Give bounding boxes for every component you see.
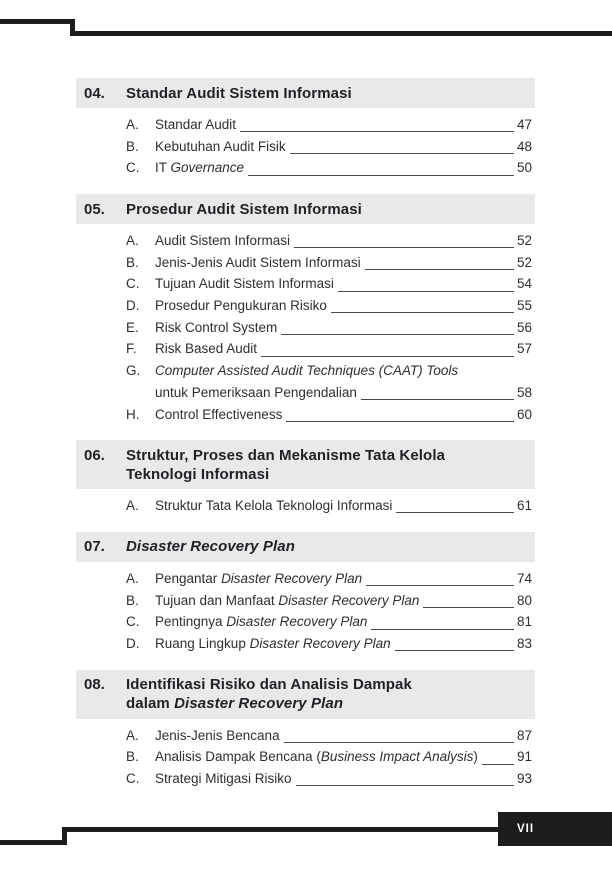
- entry-letter: B.: [126, 254, 139, 270]
- entry-page-number: 58: [516, 384, 532, 400]
- entry-page-number: 80: [516, 592, 532, 608]
- text-segment: Audit Sistem Informasi: [155, 233, 291, 249]
- entry-page-number: 83: [516, 635, 532, 651]
- text-segment: Struktur, Proses dan Mekanisme Tata Kelola: [126, 446, 446, 464]
- entry-text: [155, 114, 236, 136]
- section-entries: [126, 495, 532, 517]
- entry-text: [155, 338, 257, 360]
- italic-text-segment: Disaster Recovery Plan: [249, 635, 391, 651]
- text-segment: Strategi Mitigasi Risiko: [155, 771, 292, 787]
- entry-letter: A.: [126, 233, 139, 249]
- entry-page-number: 48: [516, 138, 532, 154]
- italic-text-segment: Business Impact Analysis: [320, 749, 474, 765]
- entry-letter: A.: [126, 498, 139, 514]
- italic-text-segment: Governance: [170, 160, 245, 176]
- entry-letter: A.: [126, 727, 139, 743]
- toc-entry-line: [126, 633, 532, 655]
- text-segment: Standar Audit Sistem Informasi: [126, 84, 352, 102]
- section-number: 06.: [84, 446, 105, 464]
- entry-letter: C.: [126, 160, 140, 176]
- entry-letter: G.: [126, 363, 141, 379]
- text-segment: Identifikasi Risiko dan Analisis Dampak: [126, 676, 412, 694]
- section-entries: [126, 568, 532, 655]
- leader-line: [365, 252, 514, 270]
- leader-line: [395, 633, 514, 651]
- leader-line: [331, 295, 514, 313]
- entry-page-number: 81: [516, 614, 532, 630]
- entry-page-number: 50: [516, 160, 532, 176]
- toc-entry-line: [126, 611, 532, 633]
- toc-entry-line: [126, 382, 532, 404]
- text-segment: Teknologi Informasi: [126, 465, 270, 483]
- section-title: [126, 446, 445, 484]
- entry-text: [155, 317, 277, 339]
- leader-line: [281, 317, 514, 335]
- toc-entry-line: [126, 404, 532, 426]
- entry-letter: C.: [126, 771, 140, 787]
- entry-page-number: 56: [516, 319, 532, 335]
- entry-text: [155, 295, 327, 317]
- leader-line: [396, 495, 514, 513]
- entry-page-number: 55: [516, 298, 532, 314]
- leader-line: [290, 136, 514, 154]
- toc-entry-line: [126, 295, 532, 317]
- toc-section: [76, 194, 535, 425]
- leader-line: [482, 746, 514, 764]
- entry-page-number: 87: [516, 727, 532, 743]
- entry-letter: B.: [126, 592, 139, 608]
- entry-letter: F.: [126, 341, 137, 357]
- entry-page-number: 54: [516, 276, 532, 292]
- entry-text: [155, 590, 419, 612]
- leader-line: [361, 382, 514, 400]
- entry-letter: C.: [126, 276, 140, 292]
- toc-section: [76, 670, 535, 790]
- toc-section: [76, 440, 535, 517]
- toc-entry-line: [126, 768, 532, 790]
- leader-line: [338, 273, 514, 291]
- entry-page-number: 57: [516, 341, 532, 357]
- entry-text: [155, 273, 334, 295]
- entry-letter: A.: [126, 116, 139, 132]
- entry-text: [155, 230, 290, 252]
- text-segment: untuk Pemeriksaan Pengendalian: [155, 384, 357, 400]
- section-header-bar: [76, 78, 535, 108]
- page-number-label: VII: [517, 823, 535, 835]
- leader-line: [423, 590, 514, 608]
- text-segment: Prosedur Audit Sistem Informasi: [126, 200, 362, 218]
- text-segment: Control Effectiveness: [155, 406, 283, 422]
- leader-line: [240, 114, 514, 132]
- entry-text: [155, 611, 367, 633]
- section-number: 08.: [84, 676, 105, 694]
- toc-entry-line: [126, 746, 532, 768]
- entry-letter: A.: [126, 570, 139, 586]
- text-segment: dalam: [126, 695, 175, 713]
- entry-text: [155, 382, 357, 404]
- entry-letter: D.: [126, 298, 140, 314]
- top-border-left-segment: [0, 19, 75, 24]
- toc-entry-line: [126, 136, 532, 158]
- entry-page-number: 52: [516, 233, 532, 249]
- entry-text: [155, 136, 286, 158]
- italic-text-segment: Disaster Recovery Plan: [174, 695, 344, 713]
- text-segment: Kebutuhan Audit Fisik: [155, 138, 286, 154]
- entry-text: [155, 404, 282, 426]
- toc-entry-line: [126, 230, 532, 252]
- section-number: 04.: [84, 84, 105, 102]
- entry-page-number: 60: [516, 406, 532, 422]
- toc-section: [76, 78, 535, 179]
- entry-page-number: 91: [516, 749, 532, 765]
- toc-entry-line: [126, 252, 532, 274]
- entry-letter: B.: [126, 138, 139, 154]
- toc-entry-line: [126, 317, 532, 339]
- section-title: [126, 675, 412, 713]
- entry-letter: B.: [126, 749, 139, 765]
- text-segment: Pentingnya: [155, 614, 227, 630]
- entry-page-number: 93: [516, 771, 532, 787]
- toc-entry-line: [126, 725, 532, 747]
- toc-content: [76, 78, 535, 805]
- text-segment: Risk Control System: [155, 319, 278, 335]
- text-segment: Pengantar: [155, 570, 222, 586]
- toc-entry-line: [126, 157, 532, 179]
- text-segment: Struktur Tata Kelola Teknologi Informasi: [155, 498, 393, 514]
- section-title: [126, 84, 352, 103]
- entry-page-number: 61: [516, 498, 532, 514]
- text-segment: Standar Audit: [155, 116, 237, 132]
- text-segment: Tujuan dan Manfaat: [155, 592, 279, 608]
- text-segment: Jenis-Jenis Audit Sistem Informasi: [155, 254, 361, 270]
- toc-entry-line: [126, 568, 532, 590]
- entry-text: [155, 157, 244, 179]
- section-number: 05.: [84, 200, 105, 218]
- text-segment: Risk Based Audit: [155, 341, 258, 357]
- toc-entry-line: [126, 360, 532, 382]
- entry-page-number: 74: [516, 570, 532, 586]
- entry-text: [155, 725, 280, 747]
- section-entries: [126, 230, 532, 425]
- leader-line: [366, 568, 514, 586]
- entry-text: [155, 633, 391, 655]
- entry-page-number: 52: [516, 254, 532, 270]
- section-entries: [126, 725, 532, 790]
- entry-text: [155, 495, 392, 517]
- text-segment: Jenis-Jenis Bencana: [155, 727, 280, 743]
- toc-entry-line: [126, 495, 532, 517]
- section-header-bar: [76, 670, 535, 719]
- leader-line: [296, 768, 514, 786]
- section-entries: [126, 114, 532, 179]
- leader-line: [294, 230, 514, 248]
- entry-letter: D.: [126, 635, 140, 651]
- entry-text: [155, 252, 361, 274]
- toc-entry-line: [126, 339, 532, 361]
- entry-text: [155, 360, 458, 382]
- page-number-badge: [498, 812, 612, 846]
- section-title: [126, 537, 295, 556]
- italic-text-segment: Computer Assisted Audit Techniques (CAAT) Tools: [155, 363, 459, 379]
- leader-line: [286, 404, 514, 422]
- text-segment: Tujuan Audit Sistem Informasi: [155, 276, 334, 292]
- italic-text-segment: Disaster Recovery Plan: [221, 570, 363, 586]
- toc-entry-line: [126, 590, 532, 612]
- text-segment: IT: [155, 160, 171, 176]
- section-number: 07.: [84, 538, 105, 556]
- entry-letter: E.: [126, 319, 139, 335]
- toc-section: [76, 532, 535, 655]
- entry-text: [155, 768, 292, 790]
- leader-line: [284, 725, 514, 743]
- leader-line: [248, 157, 514, 175]
- section-header-bar: [76, 532, 535, 562]
- leader-line: [371, 611, 514, 629]
- italic-text-segment: Disaster Recovery Plan: [226, 614, 368, 630]
- leader-line: [261, 339, 514, 357]
- section-header-bar: [76, 194, 535, 224]
- text-segment: ): [473, 749, 478, 765]
- italic-text-segment: Disaster Recovery Plan: [278, 592, 420, 608]
- toc-entry-line: [126, 114, 532, 136]
- section-header-bar: [76, 440, 535, 489]
- entry-letter: H.: [126, 406, 140, 422]
- entry-letter: C.: [126, 614, 140, 630]
- entry-page-number: 47: [516, 116, 532, 132]
- text-segment: Prosedur Pengukuran Risiko: [155, 298, 327, 314]
- top-border-right-segment: [70, 31, 612, 36]
- section-title: [126, 200, 362, 219]
- entry-text: [155, 746, 478, 768]
- bottom-border-left-segment: [0, 840, 67, 845]
- text-segment: Ruang Lingkup: [155, 635, 250, 651]
- italic-text-segment: Disaster Recovery Plan: [126, 538, 295, 556]
- toc-entry-line: [126, 273, 532, 295]
- text-segment: Analisis Dampak Bencana (: [155, 749, 321, 765]
- entry-text: [155, 568, 362, 590]
- bottom-border-right-segment: [62, 827, 503, 832]
